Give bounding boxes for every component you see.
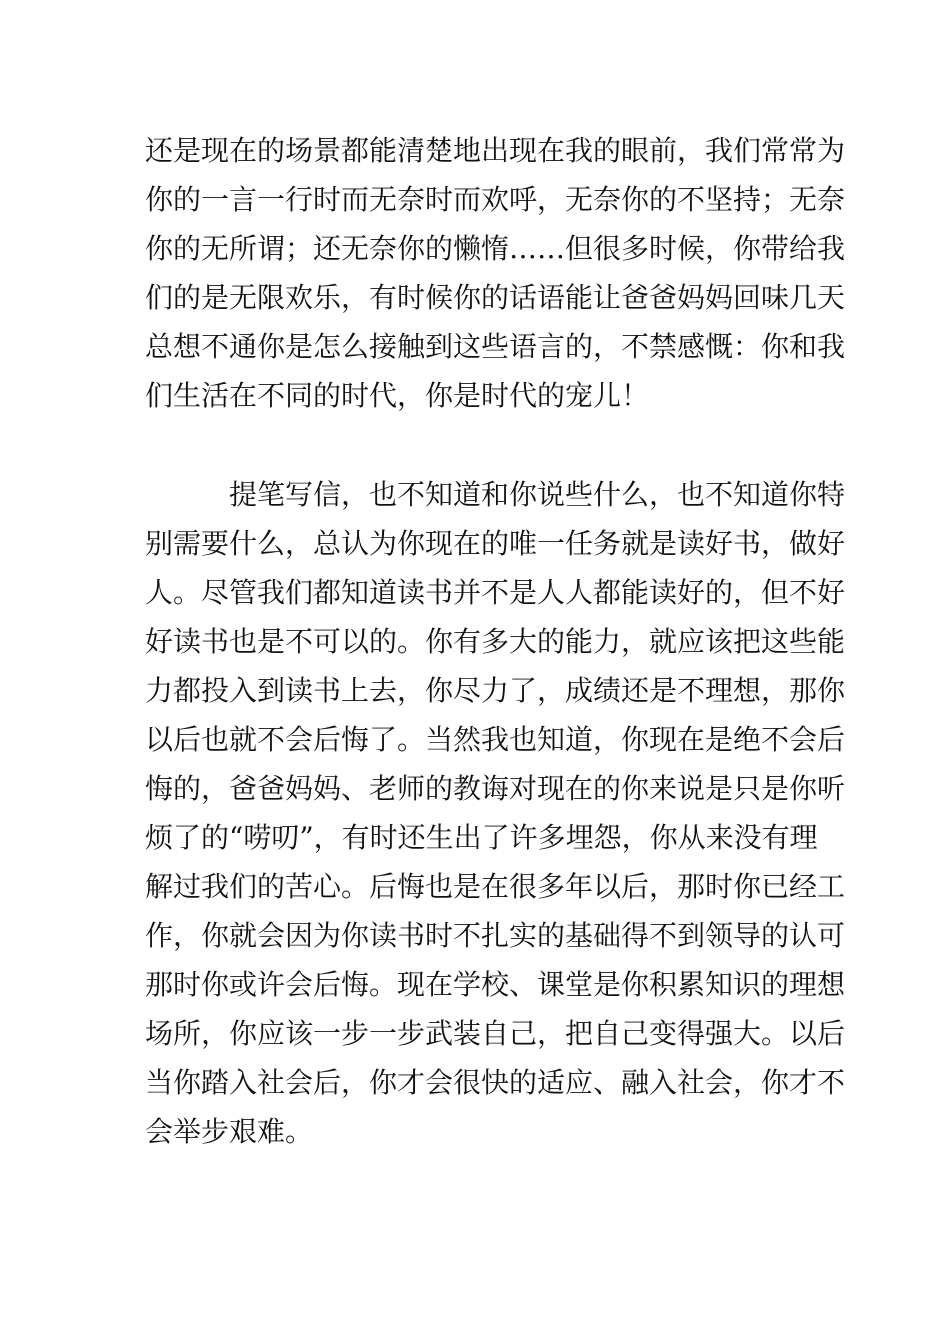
paragraph-2-line-10: 作，你就会因为你读书时不扎实的基础得不到领导的认可 [145, 919, 846, 952]
paragraph-1 [145, 126, 846, 420]
paragraph-1-line-2: 你的一言一行时而无奈时而欢呼，无奈你的不坚持；无奈 [145, 183, 846, 216]
paragraph-2-line-14: 会举步艰难。 [145, 1115, 314, 1148]
paragraph-2 [145, 470, 846, 1156]
paragraph-2-line-13: 当你踏入社会后，你才会很快的适应、融入社会，你才不 [145, 1066, 846, 1099]
paragraph-2-line-12: 场所，你应该一步一步武装自己，把自己变得强大。以后 [145, 1017, 846, 1050]
paragraph-1-line-4: 们的是无限欢乐，有时候你的话语能让爸爸妈妈回味几天 [145, 281, 846, 314]
paragraph-1-line-6: 们生活在不同的时代，你是时代的宠儿！ [145, 379, 650, 412]
paragraph-1-line-3: 你的无所谓；还无奈你的懒惰……但很多时候，你带给我 [145, 232, 846, 265]
paragraph-1-line-1: 还是现在的场景都能清楚地出现在我的眼前，我们常常为 [145, 134, 846, 167]
paragraph-2-line-4: 好读书也是不可以的。你有多大的能力，就应该把这些能 [145, 625, 846, 658]
paragraph-2-line-9: 解过我们的苦心。后悔也是在很多年以后，那时你已经工 [145, 870, 846, 903]
paragraph-2-line-8: 烦了的“唠叨”，有时还生出了许多埋怨，你从来没有理 [145, 821, 818, 854]
paragraph-2-line-1: 提笔写信，也不知道和你说些什么，也不知道你特 [229, 478, 846, 511]
paragraph-2-line-7: 悔的，爸爸妈妈、老师的教诲对现在的你来说是只是你听 [145, 772, 846, 805]
paragraph-2-line-6: 以后也就不会后悔了。当然我也知道，你现在是绝不会后 [145, 723, 846, 756]
paragraph-2-line-2: 别需要什么，总认为你现在的唯一任务就是读好书，做好 [145, 527, 846, 560]
paragraph-2-line-3: 人。尽管我们都知道读书并不是人人都能读好的，但不好 [145, 576, 846, 609]
paragraph-2-line-11: 那时你或许会后悔。现在学校、课堂是你积累知识的理想 [145, 968, 846, 1001]
paragraph-2-line-5: 力都投入到读书上去，你尽力了，成绩还是不理想，那你 [145, 674, 846, 707]
paragraph-1-line-5: 总想不通你是怎么接触到这些语言的，不禁感慨：你和我 [145, 330, 846, 363]
